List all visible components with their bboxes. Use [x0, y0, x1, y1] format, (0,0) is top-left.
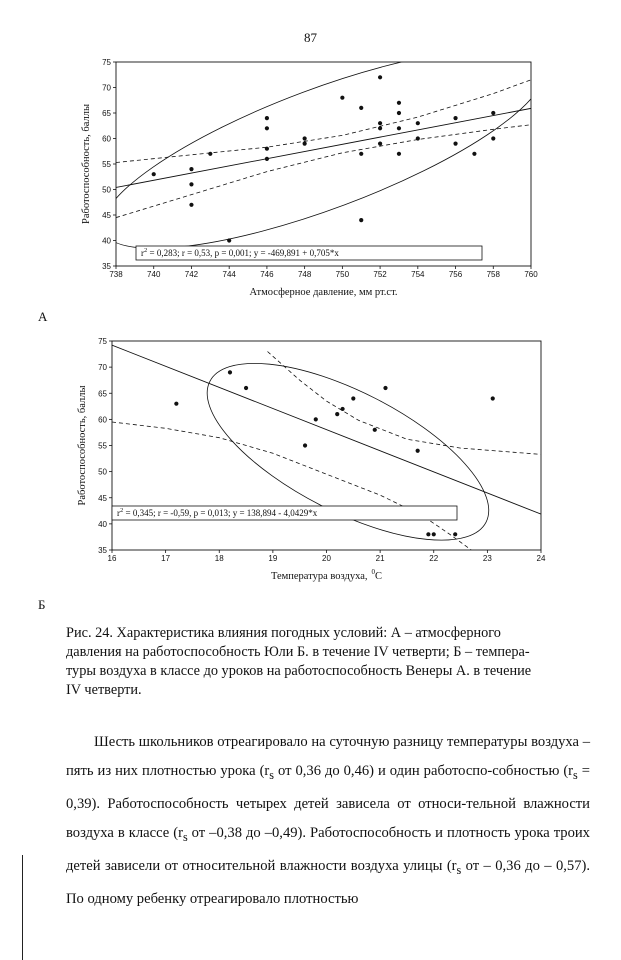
- data-point: [265, 157, 269, 161]
- data-point: [359, 106, 363, 110]
- y-axis-label: Работоспособность, баллы: [77, 385, 88, 506]
- equation-rest: = 0,283; r = 0,53, p = 0,001; y = -469,891 + 0,705*x: [147, 248, 339, 258]
- data-point: [228, 370, 232, 374]
- data-point: [244, 386, 248, 390]
- chart-a: [0, 55, 621, 310]
- y-tick-label: 50: [102, 185, 111, 195]
- data-point: [378, 142, 382, 146]
- confidence-band-lower: [268, 352, 542, 455]
- x-axis-unit: С: [375, 571, 383, 582]
- y-tick-label: 35: [98, 546, 107, 555]
- data-point: [303, 136, 307, 140]
- caption-line-2: давления на работоспособность Юли Б. в течение IV четверти; Б – темпера-: [66, 644, 530, 660]
- subscript-s: s: [182, 829, 188, 844]
- x-axis-label-text: Температура воздуха,: [270, 571, 368, 582]
- y-tick-label: 70: [102, 83, 111, 93]
- body-text-part-1: Шесть школьников отреагировало на суточную разницу температуры воздуха – пять из них плотностью урока (r: [66, 734, 590, 779]
- data-point: [426, 532, 430, 536]
- subscript-s: s: [456, 862, 462, 877]
- panel-label-a: А: [38, 309, 48, 324]
- equation-rest: = 0,345; r = -0,59, p = 0,013; y = 138,894 - 4,0429*x: [123, 508, 318, 518]
- x-tick-label: 740: [147, 270, 161, 279]
- data-point: [491, 111, 495, 115]
- x-tick-label: 760: [524, 270, 538, 279]
- y-tick-label: 55: [98, 441, 107, 451]
- y-tick-label: 40: [102, 236, 111, 246]
- y-tick-label: 45: [98, 493, 107, 503]
- y-tick-label: 35: [102, 262, 111, 271]
- x-tick-label: 19: [268, 554, 278, 563]
- equation-r2-superscript: 2: [144, 247, 148, 254]
- data-point: [189, 182, 193, 186]
- y-tick-label: 55: [102, 160, 111, 169]
- caption-line-3: туры воздуха в классе до уроков на работоспособность Венеры А. в течение: [66, 663, 532, 679]
- body-text: [66, 728, 590, 914]
- data-point: [416, 121, 420, 125]
- data-point: [340, 407, 344, 411]
- data-point: [335, 412, 339, 416]
- data-point: [453, 116, 457, 120]
- y-tick-label: 45: [102, 211, 111, 220]
- data-point: [383, 386, 387, 390]
- equation-r2-superscript: 2: [120, 507, 124, 514]
- caption-line-1: Рис. 24. Характеристика влияния погодных условий: А – атмосферного: [66, 625, 501, 641]
- equation-r2: r: [141, 248, 144, 258]
- plot-area: [112, 328, 541, 576]
- confidence-band-upper: [116, 80, 531, 163]
- data-point: [265, 147, 269, 151]
- data-point: [378, 121, 382, 125]
- data-point: [416, 136, 420, 140]
- y-tick-label: 65: [98, 389, 107, 399]
- data-point: [397, 126, 401, 130]
- data-point: [227, 238, 231, 242]
- equation-r2: r: [117, 508, 120, 518]
- x-tick-label: 748: [297, 270, 312, 279]
- data-point: [152, 172, 156, 176]
- body-text-part-3: = 0,39). Работоспособность четырех детей зависела от относи-тельной влажности воздуха в классе (r: [66, 763, 590, 841]
- data-point: [174, 402, 178, 406]
- figure-caption: [66, 624, 586, 700]
- x-tick-label: 754: [411, 270, 425, 279]
- x-tick-label: 24: [536, 554, 546, 563]
- x-tick-label: 16: [107, 554, 117, 563]
- caption-line-4: IV четверти.: [66, 682, 142, 698]
- equation-text: [141, 247, 339, 258]
- body-text-part-2: от 0,36 до 0,46) и один работоспо-собностью (r: [274, 763, 574, 779]
- x-tick-label: 21: [375, 554, 385, 563]
- data-point: [359, 218, 363, 222]
- body-text-part-5: от – 0,36 до – 0,57). По одному ребенку отреагировало плотностью: [66, 857, 590, 907]
- data-point: [472, 152, 476, 156]
- x-tick-label: 750: [335, 270, 350, 279]
- chart-b: [0, 335, 621, 595]
- y-tick-label: 60: [102, 134, 111, 144]
- x-tick-label: 742: [184, 270, 199, 279]
- confidence-ellipse: [183, 328, 514, 576]
- y-tick-label: 65: [102, 109, 111, 118]
- data-point: [491, 136, 495, 140]
- body-paragraph: [66, 728, 590, 914]
- data-point: [378, 126, 382, 130]
- regression-line: [116, 108, 531, 187]
- y-tick-label: 75: [102, 58, 111, 67]
- y-tick-label: 70: [98, 363, 107, 373]
- equation-text: [117, 507, 318, 518]
- body-text-part-4: от –0,38 до –0,49). Работоспособность и плотность урока троих детей зависели от относительной влажности воздуха улицы (r: [66, 824, 590, 874]
- data-point: [189, 167, 193, 171]
- data-point: [351, 396, 355, 400]
- x-tick-label: 758: [486, 270, 500, 279]
- x-tick-label: 18: [214, 554, 224, 563]
- x-axis-label-text: Атмосферное давление, мм рт.ст.: [249, 287, 398, 298]
- y-tick-label: 50: [98, 467, 107, 477]
- data-point: [373, 428, 377, 432]
- data-point: [340, 96, 344, 100]
- data-point: [314, 417, 318, 421]
- confidence-band-lower: [116, 125, 531, 218]
- regression-line: [112, 345, 541, 514]
- data-point: [303, 142, 307, 146]
- data-point: [265, 126, 269, 130]
- x-tick-label: 746: [260, 270, 274, 279]
- data-point: [453, 142, 457, 146]
- subscript-s: s: [269, 767, 275, 782]
- data-point: [432, 532, 436, 536]
- data-point: [416, 449, 420, 453]
- x-axis-label: [250, 287, 398, 298]
- data-point: [189, 203, 193, 207]
- data-point: [359, 152, 363, 156]
- data-point: [208, 152, 212, 156]
- data-point: [397, 111, 401, 115]
- data-point: [397, 101, 401, 105]
- y-tick-label: 75: [98, 337, 107, 346]
- x-tick-label: 20: [322, 554, 331, 563]
- panel-label-b: Б: [38, 597, 46, 612]
- y-axis-label: Работоспособность, баллы: [81, 103, 92, 225]
- y-tick-label: 60: [98, 415, 107, 425]
- x-tick-label: 744: [222, 270, 236, 279]
- subscript-s: s: [573, 767, 578, 782]
- x-axis-label: [271, 568, 382, 582]
- x-tick-label: 22: [429, 554, 439, 563]
- x-tick-label: 17: [161, 554, 171, 563]
- plot-frame: [116, 62, 531, 266]
- x-tick-label: 738: [109, 270, 123, 279]
- x-tick-label: 756: [448, 270, 463, 279]
- data-point: [265, 116, 269, 120]
- data-point: [397, 152, 401, 156]
- y-tick-label: 40: [98, 519, 107, 529]
- data-point: [303, 443, 307, 447]
- x-tick-label: 752: [373, 270, 387, 279]
- x-tick-label: 23: [482, 554, 492, 563]
- page-number: 87: [304, 30, 317, 45]
- margin-line: [22, 855, 23, 960]
- x-axis-unit-superscript: 0: [371, 568, 376, 576]
- data-point: [491, 396, 495, 400]
- data-point: [378, 75, 382, 79]
- data-point: [453, 532, 457, 536]
